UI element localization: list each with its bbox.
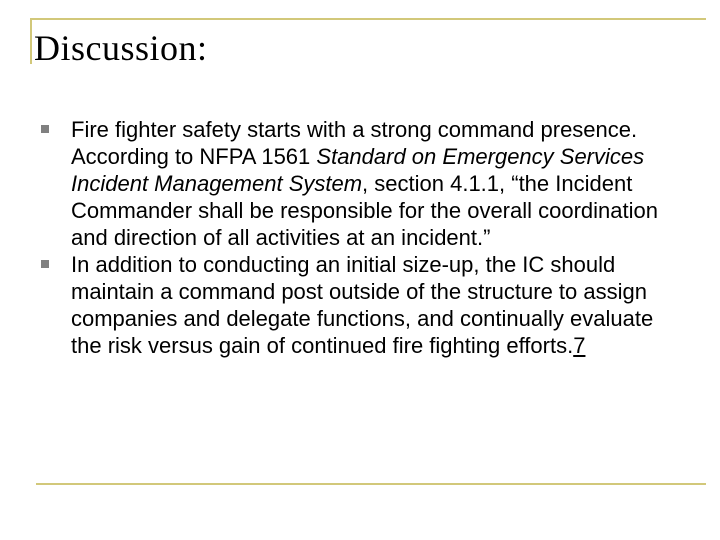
bullet-text-part: , section 4.1.1, “the Incident Commander shall be responsible for the overall coordination and direction of all activities at an incident.” (71, 171, 658, 250)
bullet-list (41, 116, 671, 359)
reference-link[interactable]: 7 (573, 333, 586, 358)
bullet-item (41, 116, 671, 251)
standard-title: Standard on Emergency Services Incident Management System (71, 144, 645, 196)
slide-title: Discussion: (34, 28, 208, 68)
square-bullet-icon (41, 125, 49, 133)
square-bullet-icon (41, 260, 49, 268)
frame-bottom-line (36, 483, 706, 485)
bullet-item (41, 251, 671, 359)
bullet-text: In addition to conducting an initial size-up, the IC should maintain a command post outside of the structure to assign companies and delegate functions, and continually evaluate the risk versus gain of continued fire fighting efforts. (71, 252, 654, 358)
bullet-text-part: Fire fighter safety starts with a strong command presence. According to NFPA 1561 (71, 117, 638, 169)
frame-left-line (30, 18, 32, 64)
frame-top-line (30, 18, 706, 20)
